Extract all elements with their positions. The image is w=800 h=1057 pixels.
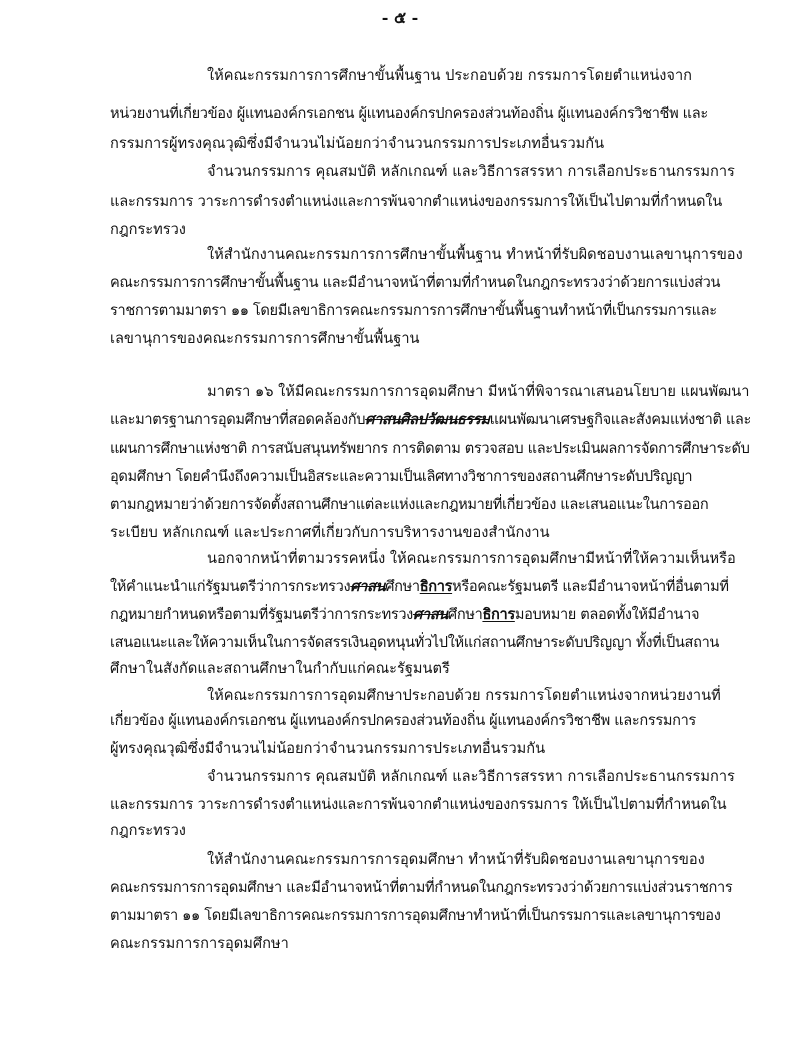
text-segment: แผนพัฒนาเศรษฐกิจและสังคมแห่งชาติ และ [489, 411, 752, 428]
paragraph-line: คณะกรรมการการศึกษาขั้นพื้นฐาน และมีอำนาจหน้าที่ตามที่กำหนดในกฎกระทรวงว่าด้วยการแบ่งส่วน [110, 274, 721, 291]
struck-text: ศาสน [350, 578, 386, 595]
paragraph-line: คณะกรรมการการอุดมศึกษา และมีอำนาจหน้าที่ตามที่กำหนดในกฎกระทรวงว่าด้วยการแบ่งส่วนราชการ [110, 879, 733, 896]
paragraph-line: จำนวนกรรมการ คุณสมบัติ หลักเกณฑ์ และวิธีการสรรหา การเลือกประธานกรรมการ [207, 163, 735, 180]
paragraph-line: เลขานุการของคณะกรรมการการศึกษาขั้นพื้นฐาน [110, 330, 420, 347]
paragraph-line: จำนวนกรรมการ คุณสมบัติ หลักเกณฑ์ และวิธีการสรรหา การเลือกประธานกรรมการ [207, 768, 735, 785]
paragraph-line: ศึกษาในสังกัดและสถานศึกษาในกำกับแก่คณะรัฐมนตรี [110, 660, 450, 677]
text-segment: หรือคณะรัฐมนตรี และมีอำนาจหน้าที่อื่นตามที่ [452, 578, 729, 595]
struck-text: ศาสน [412, 606, 448, 623]
paragraph-line: นอกจากหน้าที่ตามวรรคหนึ่ง ให้คณะกรรมการการอุดมศึกษามีหน้าที่ให้ความเห็นหรือ [207, 550, 736, 567]
paragraph-line: กฎกระทรวง [110, 822, 186, 839]
paragraph-line: เกี่ยวข้อง ผู้แทนองค์กรเอกชน ผู้แทนองค์กรปกครองส่วนท้องถิ่น ผู้แทนองค์กรวิชาชีพ และกรรมการ [110, 712, 696, 729]
text-segment: มอบหมาย ตลอดทั้งให้มีอำนาจ [514, 606, 700, 623]
paragraph-line [110, 577, 729, 597]
paragraph-line: กรรมการผู้ทรงคุณวุฒิซึ่งมีจำนวนไม่น้อยกว่าจำนวนกรรมการประเภทอื่นรวมกัน [110, 135, 605, 152]
page-number: - ๕ - [381, 8, 419, 27]
paragraph-line: เสนอแนะและให้ความเห็นในการจัดสรรเงินอุดหนุนทั่วไปให้แก่สถานศึกษาระดับปริญญา ทั้งที่เป็นสถาน [110, 634, 720, 651]
struck-text: ศาสนศิลปวัฒนธรรม [365, 411, 490, 428]
text-segment: และมาตรฐานการอุดมศึกษาที่สอดคล้องกับ [110, 411, 366, 428]
paragraph-line: คณะกรรมการการอุดมศึกษา [110, 935, 289, 952]
paragraph-line [110, 605, 699, 625]
paragraph-line: ให้สำนักงานคณะกรรมการการศึกษาขั้นพื้นฐาน ทำหน้าที่รับผิดชอบงานเลขานุการของ [207, 246, 743, 263]
paragraph-line: อุดมศึกษา โดยคำนึงถึงความเป็นอิสระและความเป็นเลิศทางวิชาการของสถานศึกษาระดับปริญญา [110, 468, 693, 485]
paragraph-line: ตามมาตรา ๑๑ โดยมีเลขาธิการคณะกรรมการการอุดมศึกษาทำหน้าที่เป็นกรรมการและเลขานุการของ [110, 907, 721, 924]
paragraph-line: แผนการศึกษาแห่งชาติ การสนับสนุนทรัพยากร การติดตาม ตรวจสอบ และประเมินผลการจัดการศึกษาระดับ [110, 440, 750, 457]
paragraph-line: ระเบียบ หลักเกณฑ์ และประกาศที่เกี่ยวกับการบริหารงานของสำนักงาน [110, 524, 550, 541]
paragraph-line: ราชการตามมาตรา ๑๑ โดยมีเลขาธิการคณะกรรมการการศึกษาขั้นพื้นฐานทำหน้าที่เป็นกรรมการและ [110, 302, 717, 319]
paragraph-line: ตามกฎหมายว่าด้วยการจัดตั้งสถานศึกษาแต่ละแห่งและกฎหมายที่เกี่ยวข้อง และเสนอแนะในการออก [110, 496, 709, 513]
paragraph-line [110, 410, 751, 430]
paragraph-line: ให้สำนักงานคณะกรรมการการอุดมศึกษา ทำหน้าที่รับผิดชอบงานเลขานุการของ [207, 851, 705, 868]
paragraph-line: และกรรมการ วาระการดำรงตำแหน่งและการพ้นจากตำแหน่งของกรรมการ ให้เป็นไปตามที่กำหนดใน [110, 796, 727, 813]
paragraph-line: กฎกระทรวง [110, 221, 186, 238]
text-segment: ให้คำแนะนำแก่รัฐมนตรีว่าการกระทรวง [110, 578, 351, 595]
text-segment: กฎหมายกำหนดหรือตามที่รัฐมนตรีว่าการกระทรวง [110, 606, 413, 623]
underlined-text: ธิการ [482, 606, 515, 623]
paragraph-line: หน่วยงานที่เกี่ยวข้อง ผู้แทนองค์กรเอกชน ผู้แทนองค์กรปกครองส่วนท้องถิ่น ผู้แทนองค์กรวิชาชีพ และ [110, 105, 708, 122]
paragraph-line: ให้คณะกรรมการการอุดมศึกษาประกอบด้วย กรรมการโดยตำแหน่งจากหน่วยงานที่ [207, 687, 721, 704]
underlined-text: ธิการ [419, 578, 453, 595]
paragraph-line: ให้คณะกรรมการการศึกษาขั้นพื้นฐาน ประกอบด้วย กรรมการโดยตำแหน่งจาก [207, 67, 692, 84]
text-segment: ศึกษา [385, 578, 420, 595]
paragraph-line: และกรรมการ วาระการดำรงตำแหน่งและการพ้นจากตำแหน่งของกรรมการให้เป็นไปตามที่กำหนดใน [110, 193, 722, 210]
paragraph-line: ผู้ทรงคุณวุฒิซึ่งมีจำนวนไม่น้อยกว่าจำนวนกรรมการประเภทอื่นรวมกัน [110, 740, 546, 757]
section-16-line: มาตรา ๑๖ ให้มีคณะกรรมการการอุดมศึกษา มีหน้าที่พิจารณาเสนอนโยบาย แผนพัฒนา [207, 383, 750, 400]
text-segment: ศึกษา [447, 606, 483, 623]
